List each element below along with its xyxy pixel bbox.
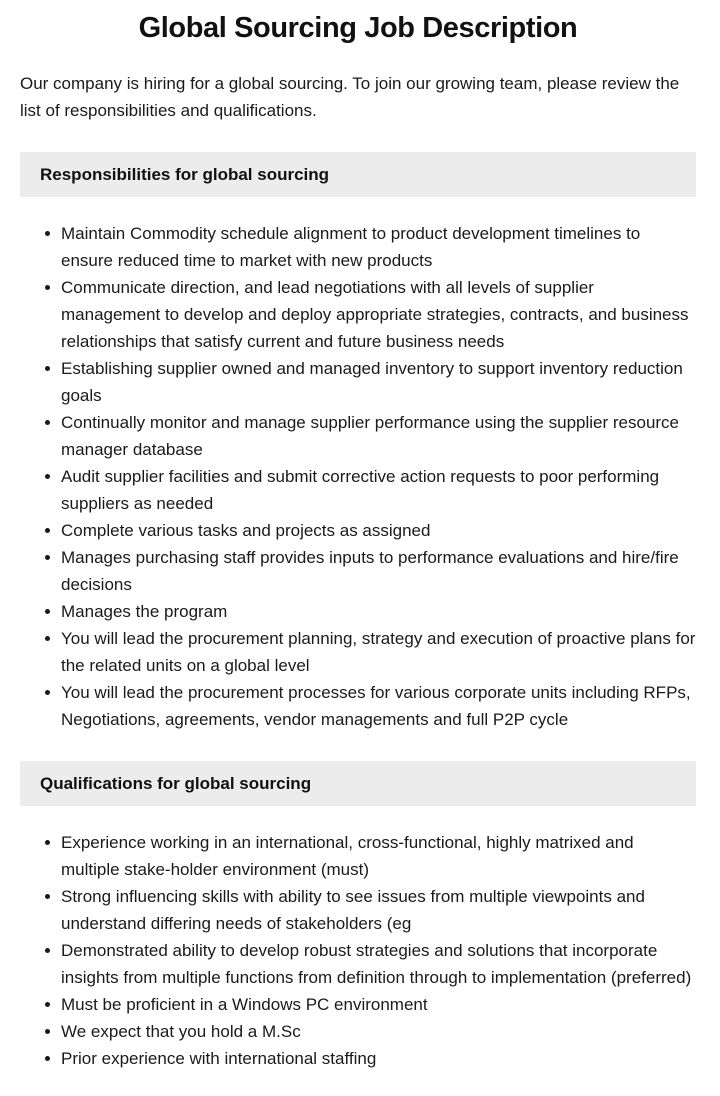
qualifications-section-heading: Qualifications for global sourcing <box>20 761 696 806</box>
list-item: We expect that you hold a M.Sc <box>20 1018 696 1045</box>
list-item: You will lead the procurement planning, strategy and execution of proactive plans for the related units on a global level <box>20 625 696 679</box>
list-item: Continually monitor and manage supplier performance using the supplier resource manager database <box>20 409 696 463</box>
list-item: Establishing supplier owned and managed inventory to support inventory reduction goals <box>20 355 696 409</box>
list-item: Manages purchasing staff provides inputs to performance evaluations and hire/fire decisions <box>20 544 696 598</box>
list-item: Manages the program <box>20 598 696 625</box>
list-item: Prior experience with international staffing <box>20 1045 696 1072</box>
list-item: Strong influencing skills with ability to see issues from multiple viewpoints and understand differing needs of stakeholders (eg <box>20 883 696 937</box>
responsibilities-list <box>20 220 696 733</box>
list-item: Demonstrated ability to develop robust strategies and solutions that incorporate insights from multiple functions from definition through to implementation (preferred) <box>20 937 696 991</box>
responsibilities-section-heading: Responsibilities for global sourcing <box>20 152 696 197</box>
list-item: Maintain Commodity schedule alignment to product development timelines to ensure reduced time to market with new products <box>20 220 696 274</box>
list-item: Experience working in an international, cross-functional, highly matrixed and multiple stake-holder environment (must) <box>20 829 696 883</box>
list-item: Must be proficient in a Windows PC environment <box>20 991 696 1018</box>
list-item: Audit supplier facilities and submit corrective action requests to poor performing suppliers as needed <box>20 463 696 517</box>
list-item: You will lead the procurement processes for various corporate units including RFPs, Negotiations, agreements, vendor managements and full P2P cycle <box>20 679 696 733</box>
qualifications-section <box>20 761 696 1072</box>
list-item: Communicate direction, and lead negotiations with all levels of supplier management to develop and deploy appropriate strategies, contracts, and business relationships that satisfy current and future business needs <box>20 274 696 355</box>
intro-paragraph: Our company is hiring for a global sourcing. To join our growing team, please review the list of responsibilities and qualifications. <box>20 74 680 120</box>
list-item: Complete various tasks and projects as assigned <box>20 517 696 544</box>
qualifications-list <box>20 829 696 1072</box>
page-title: Global Sourcing Job Description <box>138 12 578 44</box>
responsibilities-section <box>20 152 696 733</box>
